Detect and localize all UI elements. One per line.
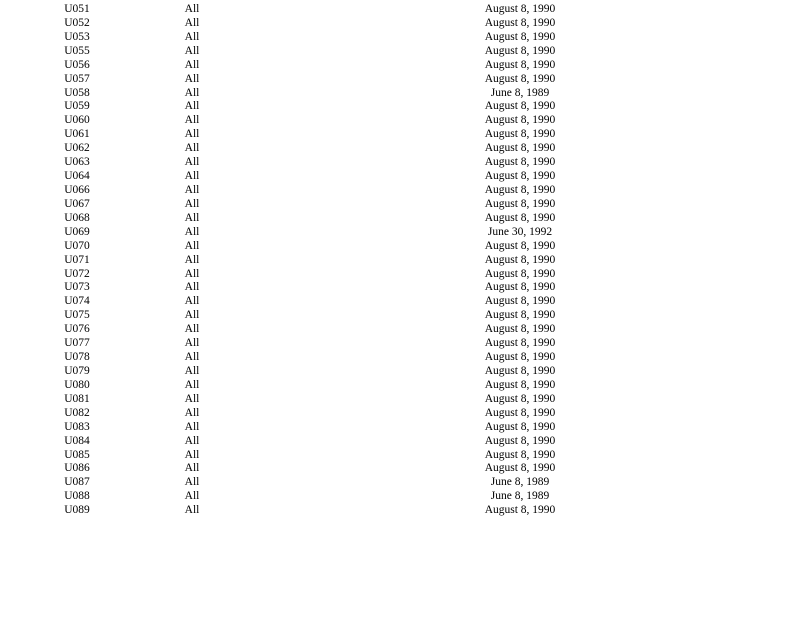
table-row (0, 114, 800, 128)
applicability-cell: All (184, 267, 200, 280)
effective-date-cell: August 8, 1990 (484, 183, 556, 196)
waste-code-cell: U076 (64, 323, 90, 336)
table-row (0, 295, 800, 309)
effective-date-cell: August 8, 1990 (484, 239, 556, 252)
table-row (0, 31, 800, 45)
applicability-cell: All (184, 364, 200, 377)
effective-date-cell: June 8, 1989 (490, 86, 550, 99)
table-row (0, 170, 800, 184)
applicability-cell: All (184, 30, 200, 43)
waste-code-cell: U081 (64, 392, 90, 405)
table-row (0, 421, 800, 435)
applicability-cell: All (184, 309, 200, 322)
waste-code-cell: U078 (64, 351, 90, 364)
effective-date-cell: August 8, 1990 (484, 16, 556, 29)
waste-code-cell: U087 (64, 476, 90, 489)
waste-code-cell: U061 (64, 128, 90, 141)
waste-code-cell: U060 (64, 114, 90, 127)
applicability-cell: All (184, 86, 200, 99)
table-row (0, 365, 800, 379)
table-row (0, 337, 800, 351)
effective-date-cell: August 8, 1990 (484, 434, 556, 447)
table-row (0, 351, 800, 365)
applicability-cell: All (184, 462, 200, 475)
applicability-cell: All (184, 337, 200, 350)
effective-date-cell: August 8, 1990 (484, 309, 556, 322)
table-row (0, 490, 800, 504)
applicability-cell: All (184, 239, 200, 252)
effective-date-cell: August 8, 1990 (484, 406, 556, 419)
table-row (0, 184, 800, 198)
effective-date-cell: August 8, 1990 (484, 420, 556, 433)
applicability-cell: All (184, 142, 200, 155)
effective-date-cell: August 8, 1990 (484, 504, 556, 517)
effective-date-cell: August 8, 1990 (484, 58, 556, 71)
applicability-cell: All (184, 392, 200, 405)
effective-date-cell: June 30, 1992 (487, 225, 553, 238)
waste-code-cell: U066 (64, 183, 90, 196)
effective-date-cell: August 8, 1990 (484, 142, 556, 155)
waste-code-cell: U088 (64, 490, 90, 503)
effective-date-cell: August 8, 1990 (484, 462, 556, 475)
applicability-cell: All (184, 44, 200, 57)
effective-date-cell: August 8, 1990 (484, 100, 556, 113)
waste-code-cell: U068 (64, 211, 90, 224)
waste-code-cell: U063 (64, 156, 90, 169)
waste-code-cell: U070 (64, 239, 90, 252)
table-row (0, 476, 800, 490)
applicability-cell: All (184, 295, 200, 308)
applicability-cell: All (184, 281, 200, 294)
waste-code-cell: U079 (64, 364, 90, 377)
waste-code-cell: U056 (64, 58, 90, 71)
waste-code-cell: U077 (64, 337, 90, 350)
waste-code-cell: U053 (64, 30, 90, 43)
table-row (0, 17, 800, 31)
table-row (0, 309, 800, 323)
table-row (0, 407, 800, 421)
table-row (0, 226, 800, 240)
waste-code-cell: U075 (64, 309, 90, 322)
waste-code-cell: U071 (64, 253, 90, 266)
effective-date-cell: August 8, 1990 (484, 30, 556, 43)
table-row (0, 45, 800, 59)
effective-date-cell: August 8, 1990 (484, 364, 556, 377)
waste-code-cell: U084 (64, 434, 90, 447)
waste-code-cell: U051 (64, 3, 90, 15)
waste-code-cell: U082 (64, 406, 90, 419)
effective-date-cell: August 8, 1990 (484, 114, 556, 127)
waste-code-cell: U086 (64, 462, 90, 475)
effective-date-cell: August 8, 1990 (484, 295, 556, 308)
table-row (0, 87, 800, 101)
table-row (0, 323, 800, 337)
applicability-cell: All (184, 225, 200, 238)
effective-date-cell: August 8, 1990 (484, 44, 556, 57)
applicability-cell: All (184, 448, 200, 461)
waste-code-cell: U073 (64, 281, 90, 294)
effective-date-cell: June 8, 1989 (490, 476, 550, 489)
table-row (0, 198, 800, 212)
table-row (0, 462, 800, 476)
effective-date-cell: August 8, 1990 (484, 211, 556, 224)
effective-date-cell: August 8, 1990 (484, 3, 556, 15)
applicability-cell: All (184, 420, 200, 433)
waste-code-cell: U074 (64, 295, 90, 308)
effective-date-cell: August 8, 1990 (484, 337, 556, 350)
applicability-cell: All (184, 58, 200, 71)
effective-date-cell: August 8, 1990 (484, 448, 556, 461)
applicability-cell: All (184, 490, 200, 503)
effective-date-cell: August 8, 1990 (484, 378, 556, 391)
effective-date-cell: August 8, 1990 (484, 253, 556, 266)
table-row (0, 128, 800, 142)
effective-date-cell: August 8, 1990 (484, 170, 556, 183)
waste-code-cell: U089 (64, 504, 90, 517)
waste-code-cell: U083 (64, 420, 90, 433)
applicability-cell: All (184, 72, 200, 85)
applicability-cell: All (184, 128, 200, 141)
waste-code-cell: U064 (64, 170, 90, 183)
applicability-cell: All (184, 3, 200, 15)
waste-code-cell: U069 (64, 225, 90, 238)
waste-code-cell: U055 (64, 44, 90, 57)
table-row (0, 156, 800, 170)
table-row (0, 3, 800, 17)
waste-code-cell: U059 (64, 100, 90, 113)
table-row (0, 393, 800, 407)
applicability-cell: All (184, 211, 200, 224)
applicability-cell: All (184, 434, 200, 447)
table-row (0, 240, 800, 254)
table-row (0, 435, 800, 449)
table-row (0, 281, 800, 295)
waste-code-cell: U072 (64, 267, 90, 280)
effective-date-cell: August 8, 1990 (484, 267, 556, 280)
applicability-cell: All (184, 323, 200, 336)
applicability-cell: All (184, 100, 200, 113)
effective-date-cell: August 8, 1990 (484, 156, 556, 169)
applicability-cell: All (184, 476, 200, 489)
applicability-cell: All (184, 378, 200, 391)
effective-date-cell: August 8, 1990 (484, 72, 556, 85)
table-row (0, 268, 800, 282)
applicability-cell: All (184, 156, 200, 169)
table-row (0, 254, 800, 268)
waste-code-cell: U058 (64, 86, 90, 99)
waste-code-table (0, 3, 800, 518)
waste-code-cell: U080 (64, 378, 90, 391)
table-row (0, 379, 800, 393)
effective-date-cell: August 8, 1990 (484, 323, 556, 336)
table-row (0, 449, 800, 463)
table-row (0, 142, 800, 156)
effective-date-cell: August 8, 1990 (484, 351, 556, 364)
table-row (0, 100, 800, 114)
table-row (0, 73, 800, 87)
waste-code-cell: U052 (64, 16, 90, 29)
effective-date-cell: August 8, 1990 (484, 197, 556, 210)
effective-date-cell: June 8, 1989 (490, 490, 550, 503)
effective-date-cell: August 8, 1990 (484, 392, 556, 405)
effective-date-cell: August 8, 1990 (484, 128, 556, 141)
waste-code-cell: U062 (64, 142, 90, 155)
effective-date-cell: August 8, 1990 (484, 281, 556, 294)
applicability-cell: All (184, 114, 200, 127)
applicability-cell: All (184, 253, 200, 266)
waste-code-cell: U067 (64, 197, 90, 210)
applicability-cell: All (184, 197, 200, 210)
applicability-cell: All (184, 183, 200, 196)
table-row (0, 59, 800, 73)
waste-code-cell: U057 (64, 72, 90, 85)
applicability-cell: All (184, 351, 200, 364)
table-row (0, 504, 800, 518)
table-row (0, 212, 800, 226)
waste-code-cell: U085 (64, 448, 90, 461)
applicability-cell: All (184, 504, 200, 517)
applicability-cell: All (184, 170, 200, 183)
applicability-cell: All (184, 16, 200, 29)
applicability-cell: All (184, 406, 200, 419)
